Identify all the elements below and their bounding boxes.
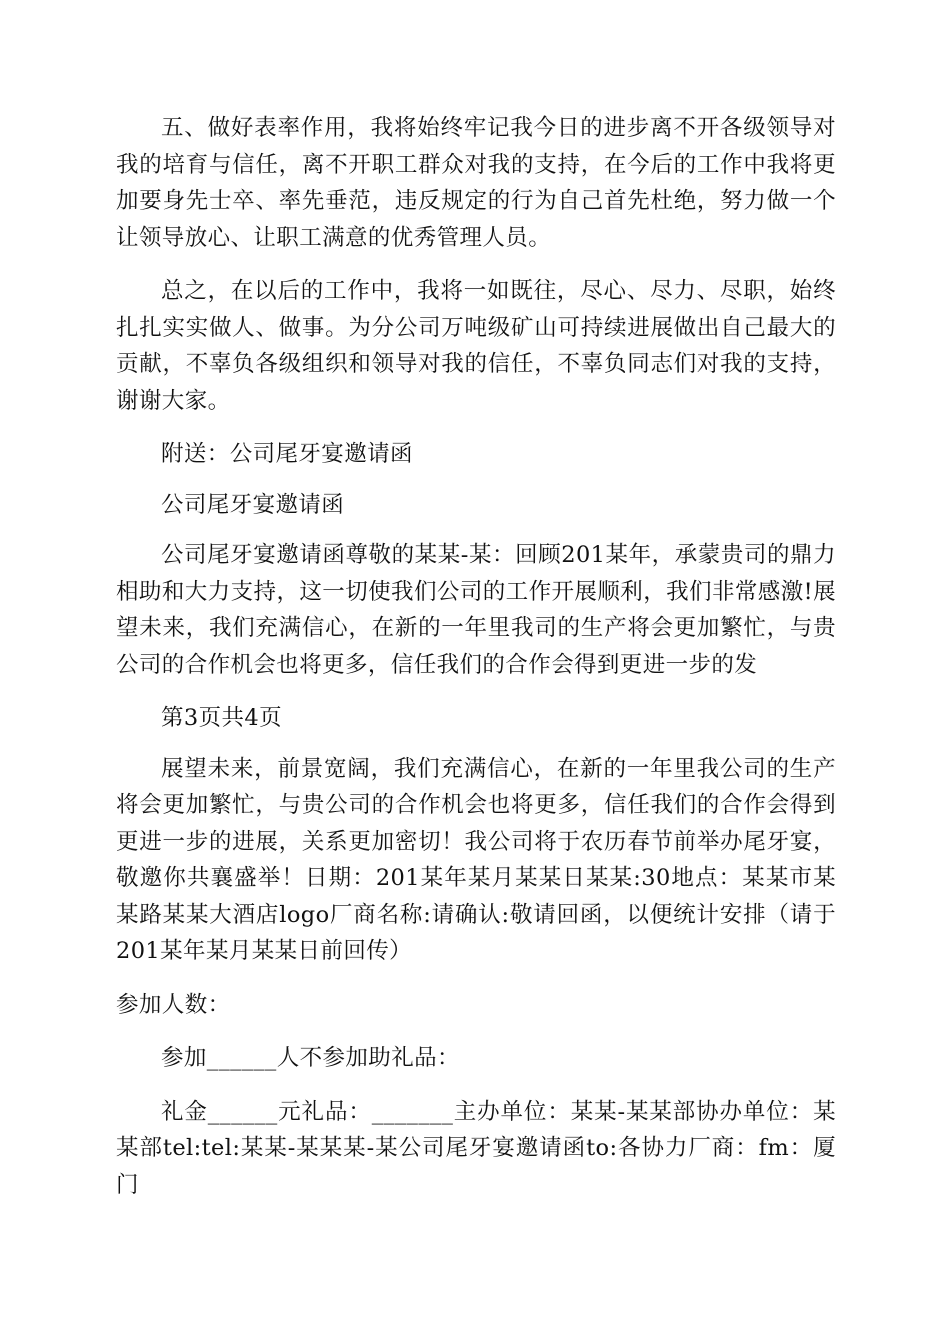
document-body [116, 110, 836, 1220]
paragraph-role-model: 五、做好表率作用，我将始终牢记我今日的进步离不开各级领导对我的培育与信任，离不开职工群众对我的支持，在今后的工作中我将更加要身先士卒、率先垂范，违反规定的行为自己首先杜绝，努力做一个让领导放心、让职工满意的优秀管理人员。 [116, 115, 836, 251]
invitation-heading: 公司尾牙宴邀请函 [161, 491, 345, 518]
paragraph-gift-organizers: 礼金______元礼品：_______主办单位：某某-某某部协办单位：某某部tel:tel:某某-某某某-某公司尾牙宴邀请函to:各协力厂商：fm：厦门 [116, 1098, 836, 1198]
paragraph-invitation-intro: 公司尾牙宴邀请函尊敬的某某-某：回顾201某年，承蒙贵司的鼎力相助和大力支持，这一切使我们公司的工作开展顺利，我们非常感激!展望未来，我们充满信心，在新的一年里我司的生产将会更加繁忙，与贵公司的合作机会也将更多，信任我们的合作会得到更进一步的发 [116, 542, 836, 678]
paragraph-attachment-note: 附送：公司尾牙宴邀请函 [161, 441, 413, 467]
paragraph-attendee-count: 参加人数： [116, 991, 231, 1018]
page-number: 第3页共4页 [161, 705, 283, 731]
paragraph-conclusion: 总之，在以后的工作中，我将一如既往，尽心、尽力、尽职，始终扎扎实实做人、做事。为分公司万吨级矿山可持续进展做出自己最大的贡献，不辜负各级组织和领导对我的信任，不辜负同志们对我的支持，谢谢大家。 [116, 278, 836, 414]
paragraph-invitation-details: 展望未来，前景宽阔，我们充满信心，在新的一年里我公司的生产将会更加繁忙，与贵公司的合作机会也将更多，信任我们的合作会得到更进一步的进展，关系更加密切！我公司将于农历春节前举办尾牙宴，敬邀你共襄盛举！日期：201某年某月某某日某某:30地点：某某市某某路某某大酒店logo厂商名称:请确认:敬请回函，以便统计安排（请于201某年某月某某日前回传） [116, 755, 836, 964]
paragraph-attendance-options: 参加______人不参加助礼品： [161, 1045, 460, 1071]
